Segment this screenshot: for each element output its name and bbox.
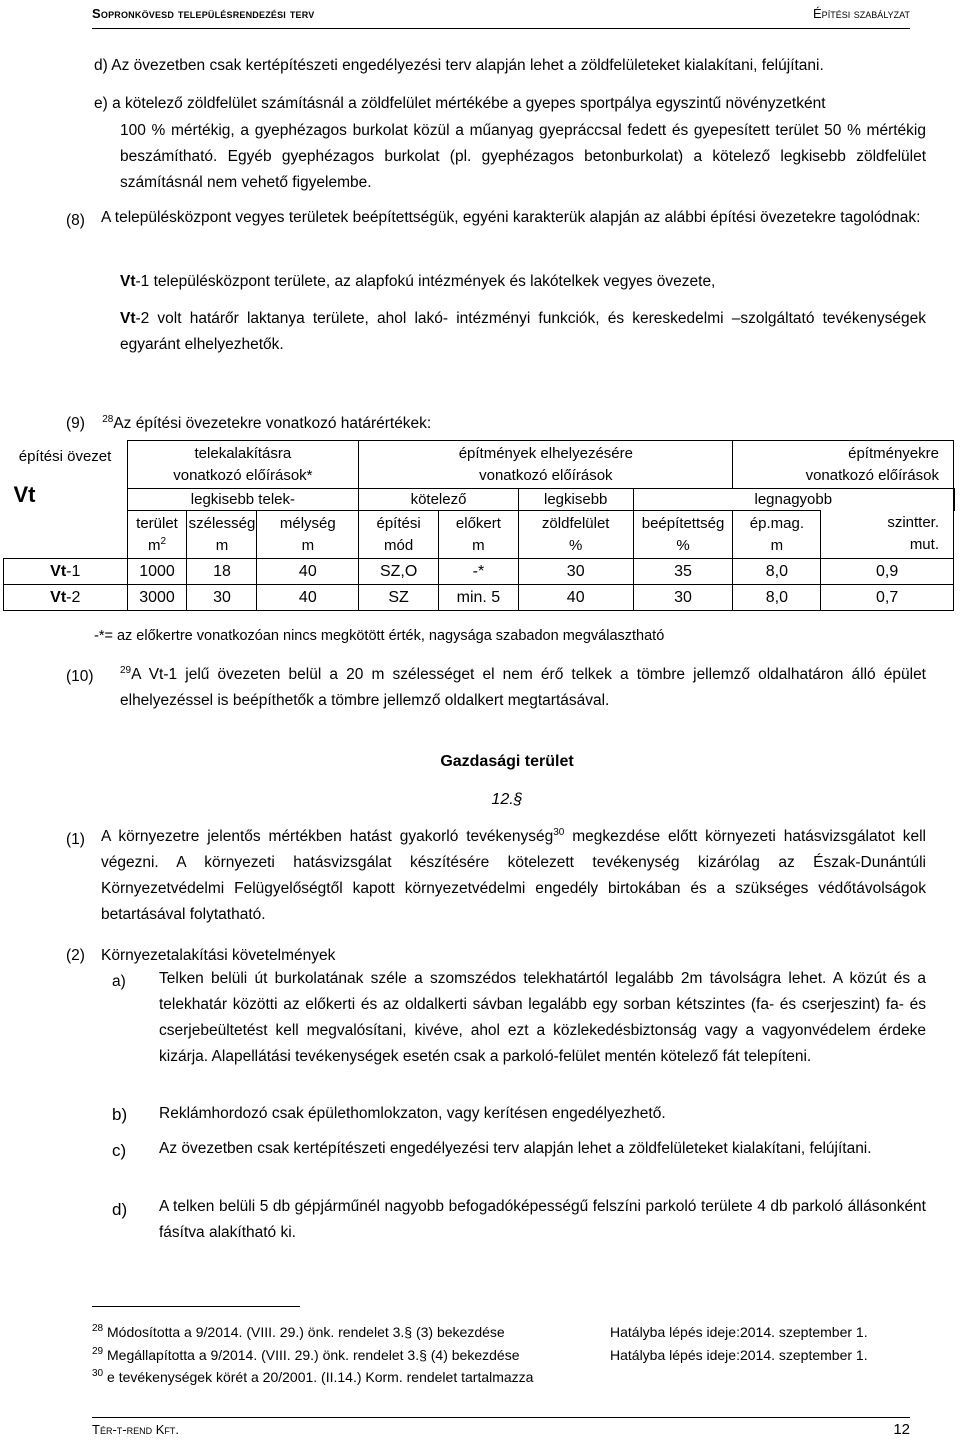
col-label: építési: [376, 514, 421, 532]
col-unit-sup: 2: [160, 535, 167, 547]
col-label: mélység: [279, 514, 336, 532]
cell: 8,0: [733, 559, 821, 585]
cell: 8,0: [733, 585, 821, 611]
footer-company: Tér-t-rend Kft.: [92, 1422, 179, 1437]
para-9-number: (9): [66, 415, 85, 432]
para-d-top: d) Az övezetben csak kertépítészeti engedélyezési terv alapján lehet a zöldfelületeket kialakítani, felújítani.: [94, 57, 824, 74]
vt2-description: [120, 306, 926, 358]
row-code-bold: Vt: [50, 588, 67, 606]
col-zoldfelulet: [518, 511, 633, 559]
s1-para: [101, 824, 926, 928]
group-structure-header: [733, 441, 954, 489]
page-header: [92, 4, 910, 29]
footnote-number: 29: [92, 1346, 104, 1357]
cell: 30: [518, 559, 633, 585]
vt1-text: -1 településközpont területe, az alapfokú intézmények és lakótelkek vegyes övezete,: [135, 273, 716, 290]
cell: 3000: [127, 585, 187, 611]
section-title: Gazdasági terület: [440, 753, 574, 770]
zone-label-cell: [4, 441, 128, 511]
row-code-num: -1: [66, 562, 81, 580]
para-10-text: A Vt-1 jelű övezeten belül a 20 m szélességet el nem érő telkek a tömbre jellemző oldalhatáron álló épület elhelyezéssel is beépíthetők a tömbre jellemző oldalkert megtartásával.: [120, 666, 926, 709]
footnote-text: Megállapította a 9/2014. (VIII. 29.) önk. rendelet 3.§ (4) bekezdése: [107, 1347, 520, 1363]
para-10: [120, 662, 926, 714]
s2-item-c: Az övezetben csak kertépítészeti engedélyezési terv alapján lehet a zöldfelületeket kialakítani, felújítani.: [159, 1140, 872, 1157]
section-number-text: 12.: [491, 791, 514, 808]
para-e-rest: 100 % mértékig, a gyephézagos burkolat közül a műanyag gyepráccsal fedett és gyepesített terület 50 % mértékig beszámítható. Egyéb gyephézagos burkolat (pl. gyephézagos betonburkolat) a kötelező legkisebb zöldfelület számításnál nem vehető figyelembe.: [120, 122, 926, 191]
para-9-text: Az építési övezetekre vonatkozó határértékek:: [113, 415, 432, 432]
group-building-header: [359, 441, 733, 489]
vt1-code: Vt: [120, 273, 136, 290]
col-unit: [128, 535, 187, 557]
footnote-number: 28: [92, 1323, 104, 1334]
cell: 18: [187, 559, 257, 585]
cell: min. 5: [439, 585, 519, 611]
col-unit: %: [676, 536, 690, 554]
sub-header-max: legnagyobb: [633, 489, 953, 511]
cell: 35: [633, 559, 733, 585]
s2-item-a: Telken belüli út burkolatának széle a szomszédos telekhatártól legalább 2m távolságra lehet. A közút és a telekhatár közötti az előkerti és az oldalkerti sávban legalább egy sorban kétszintes (fa- és cserjeszint) fa- és cserjebeültetést kell megvalósítani, kivéve, ahol ezt a közlekedésbiztonság vagy a vagyonvédelem érdeke kizárja. Alapellátási tevékenységek esetén csak a parkoló-felület mentén kötelező fát telepíteni.: [159, 970, 926, 1065]
col-szelesseg: [187, 511, 257, 559]
para-10-number: (10): [66, 668, 94, 685]
col-label: ép.mag.: [749, 514, 804, 532]
s2-item-label-a: a): [112, 973, 126, 990]
header-section: Építési szabályzat: [813, 6, 910, 21]
col-unit-text: m: [147, 536, 161, 554]
col-elokert: [439, 511, 519, 559]
col-label: előkert: [455, 514, 501, 532]
cell: 0,9: [821, 559, 954, 585]
cell: SZ: [359, 585, 439, 611]
zone-label: építési övezet: [18, 447, 112, 465]
table-row: [4, 585, 955, 611]
col-unit: m: [770, 536, 784, 554]
cell: 1000: [127, 559, 187, 585]
s2-item-label-d: d): [112, 1200, 128, 1219]
group-building-line2: vonatkozó előírások: [479, 466, 613, 484]
table-row: [4, 559, 955, 585]
footnote-30: [92, 1369, 533, 1385]
cell: -*: [439, 559, 519, 585]
para-8: A településközpont vegyes területek beépítettségük, egyéni karakterük alapján az alábbi építési övezetekre tagolódnak:: [101, 209, 921, 226]
para-8-number: (8): [66, 212, 85, 229]
table-note: -*= az előkertre vonatkozóan nincs megkötött érték, nagysága szabadon megválasztható: [94, 628, 665, 644]
zone-vt: Vt: [13, 481, 36, 507]
cell: 0,7: [821, 585, 954, 611]
cell: SZ,O: [359, 559, 439, 585]
cell: 30: [187, 585, 257, 611]
vt2-text: -2 volt határőr laktanya területe, ahol lakó- intézményi funkciók, és kereskedelmi –szolgáltató tevékenységek egyaránt elhelyezhetők.: [120, 310, 926, 353]
col-epitesi-mod: [359, 511, 439, 559]
section-number: 12.§: [491, 791, 523, 808]
s1-text-a: A környezetre jelentős mértékben hatást gyakorló tevékenység: [101, 828, 554, 845]
footnote-text: e tevékenységek körét a 20/2001. (II.14.) Korm. rendelet tartalmazza: [107, 1369, 534, 1385]
group-plot-line2: vonatkozó előírások*: [173, 466, 313, 484]
s1-number: (1): [66, 831, 85, 848]
row-code-num: -2: [66, 588, 81, 606]
sub-header-mandatory: kötelező: [359, 489, 519, 511]
col-label: szintter.: [887, 514, 939, 532]
group-plot-line1: telekalakításra: [194, 444, 292, 462]
col-unit: %: [569, 536, 583, 554]
col-label: zöldfelület: [541, 514, 610, 532]
col-terulet: [127, 511, 187, 559]
s2-title: Környezetalakítási követelmények: [101, 947, 336, 964]
s2-item-label-c: c): [112, 1141, 127, 1160]
cell: 40: [518, 585, 633, 611]
col-unit: mód: [384, 536, 414, 554]
para-9: [66, 414, 431, 434]
footnote-29-effective: Hatályba lépés ideje:2014. szeptember 1.: [610, 1347, 868, 1363]
row-code: [4, 559, 128, 585]
group-building-line1: építmények elhelyezésére: [458, 444, 633, 462]
vt2-code: Vt: [120, 310, 136, 327]
row-code: [4, 585, 128, 611]
footnote-ref-29: 29: [120, 665, 132, 676]
col-label: terület: [136, 514, 178, 532]
col-epmag: [733, 511, 821, 559]
footnote-number: 30: [92, 1368, 104, 1379]
col-label: beépítettség: [641, 514, 725, 532]
group-structure-line2: vonatkozó előírások: [805, 466, 939, 484]
col-unit: m: [301, 536, 315, 554]
footnote-divider: [92, 1306, 300, 1307]
col-beepitettseg: [633, 511, 733, 559]
footnote-28-effective: Hatályba lépés ideje:2014. szeptember 1.: [610, 1324, 868, 1340]
s2-item-b: Reklámhordozó csak épülethomlokzaton, vagy kerítésen engedélyezhető.: [159, 1105, 666, 1122]
group-structure-line1: építményekre: [848, 444, 939, 462]
footnote-28: [92, 1324, 505, 1340]
cell: 40: [257, 585, 359, 611]
cell: 30: [633, 585, 733, 611]
col-szintter: [821, 511, 954, 559]
footnote-ref-30: 30: [553, 827, 565, 838]
vt1-description: [120, 269, 926, 295]
s2-number: (2): [66, 947, 85, 964]
footnote-ref-28: 28: [102, 414, 114, 425]
s2-item-label-b: b): [112, 1105, 128, 1124]
col-label: szélesség: [188, 514, 256, 532]
col-melyseg: [257, 511, 359, 559]
para-e-line1: e) a kötelező zöldfelület számításnál a zöldfelület mértékébe a gyepes sportpálya egyszintű növényzetként: [94, 95, 826, 112]
page-number: 12: [893, 1421, 910, 1438]
row-code-bold: Vt: [50, 562, 67, 580]
header-title: Sopronkövesd településrendezési terv: [92, 6, 315, 21]
s1-text-b: megkezdése előtt környezeti hatásvizsgálatot kell végezni. A környezeti hatásvizsgálat készítésére kötelezett tevékenység kizárólag az Észak-Dunántúli Környezetvédelmi Felügyelőségtől kapott környezetvédelmi engedély birtokában és a szükséges védőtávolságok betartásával folytatható.: [101, 828, 926, 923]
col-unit: m: [472, 536, 485, 554]
col-unit: mut.: [909, 536, 939, 554]
limits-table: [3, 440, 955, 611]
sub-header-plot: legkisebb telek-: [127, 489, 359, 511]
s2-item-d: A telken belüli 5 db gépjárműnél nagyobb befogadóképességű felszíni parkoló területe 4 db parkoló állásonként fásítva alakítható ki.: [159, 1198, 926, 1241]
footnote-text: Módosította a 9/2014. (VIII. 29.) önk. rendelet 3.§ (3) bekezdése: [107, 1324, 505, 1340]
footnote-29: [92, 1347, 520, 1363]
cell: 40: [257, 559, 359, 585]
group-plot-header: [127, 441, 359, 489]
column-header-row: [4, 511, 955, 559]
col-unit: m: [215, 536, 229, 554]
page-footer: [92, 1417, 910, 1440]
sub-header-min: legkisebb: [518, 489, 633, 511]
